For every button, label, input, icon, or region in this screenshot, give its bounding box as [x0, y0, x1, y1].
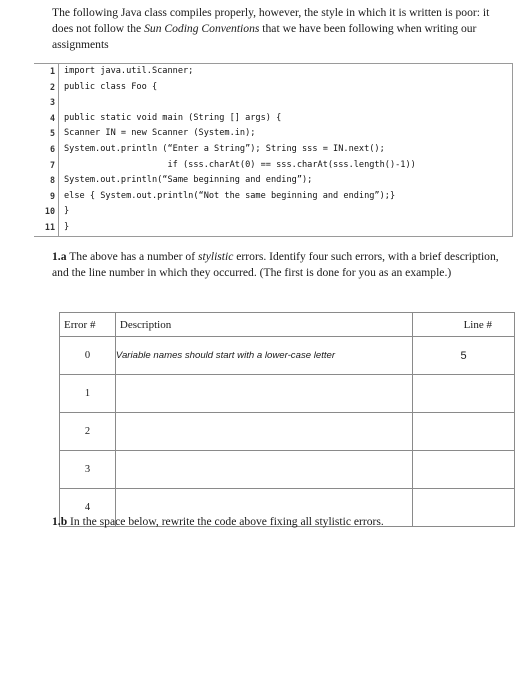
- code-text: Scanner IN = new Scanner (System.in);: [64, 128, 256, 139]
- line-number: 4: [34, 111, 59, 127]
- code-line: [34, 173, 512, 189]
- line-number: 6: [34, 142, 59, 158]
- code-line: [34, 204, 512, 220]
- question-1a-text-1: The above has a number of: [66, 250, 198, 263]
- line-number: 11: [34, 220, 59, 236]
- question-1b-label: 1.b: [52, 515, 68, 528]
- table-row: [60, 451, 515, 489]
- description-cell[interactable]: [115, 451, 412, 489]
- line-number-cell[interactable]: [413, 375, 515, 413]
- code-line: [34, 126, 512, 142]
- error-number-cell: 2: [60, 413, 116, 451]
- table-row: [60, 337, 515, 375]
- code-line: [34, 220, 512, 236]
- table-row: [60, 375, 515, 413]
- error-number-cell: 3: [60, 451, 116, 489]
- line-number-cell[interactable]: 5: [413, 337, 515, 375]
- question-1b-text: In the space below, rewrite the code above fixing all stylistic errors.: [67, 515, 384, 528]
- line-number: 10: [34, 204, 59, 220]
- line-number-cell[interactable]: [413, 413, 515, 451]
- code-line: [34, 142, 512, 158]
- question-1b: [52, 514, 512, 530]
- line-number: 9: [34, 189, 59, 205]
- line-number: 2: [34, 80, 59, 96]
- intro-paragraph: [52, 5, 512, 53]
- code-line: [34, 95, 512, 111]
- line-number: 3: [34, 95, 59, 111]
- intro-text-2: that we have been following when writing our assignments: [52, 22, 477, 51]
- code-text: public static void main (String [] args) {: [64, 112, 282, 123]
- line-number: 7: [34, 158, 59, 174]
- error-number-cell: 1: [60, 375, 116, 413]
- line-number: 1: [34, 64, 59, 80]
- question-1a-text-2: errors. Identify four such errors, with a brief description, and the line number in which they occurred. (The first is done for you as an example.): [52, 250, 499, 279]
- code-line: [34, 189, 512, 205]
- table-row: [60, 413, 515, 451]
- description-cell[interactable]: [115, 413, 412, 451]
- code-listing: [34, 63, 513, 237]
- code-text: }: [64, 221, 70, 232]
- code-text: public class Foo {: [64, 81, 158, 92]
- line-number-cell[interactable]: [413, 451, 515, 489]
- question-1a: [52, 249, 512, 281]
- code-text: System.out.println(“Same beginning and ending”);: [64, 175, 313, 186]
- code-line: [34, 80, 512, 96]
- question-1a-label: 1.a: [52, 250, 67, 263]
- line-number: 5: [34, 126, 59, 142]
- description-cell[interactable]: [115, 375, 412, 413]
- code-line: [34, 158, 512, 174]
- error-number-header: Error #: [60, 313, 116, 337]
- code-line: [34, 111, 512, 127]
- error-table-header-row: [60, 313, 515, 337]
- line-number-header: Line #: [413, 313, 515, 337]
- intro-emphasis: Sun Coding Conventions: [144, 22, 260, 35]
- error-table: [59, 312, 515, 527]
- line-number: 8: [34, 173, 59, 189]
- error-number-cell: 4: [60, 489, 116, 527]
- intro-text-1: The following Java class compiles properly, however, the style in which it is written is poor: it does not follow the: [52, 6, 490, 35]
- code-line: [34, 64, 512, 80]
- code-text: else { System.out.println(“Not the same beginning and ending”);}: [64, 190, 396, 201]
- description-header: Description: [115, 313, 412, 337]
- code-text: import java.util.Scanner;: [64, 66, 194, 76]
- code-text: if (sss.charAt(0) == sss.charAt(sss.length()-1)): [64, 159, 416, 170]
- code-text: System.out.println (“Enter a String”); String sss = IN.next();: [64, 143, 385, 154]
- error-number-cell: 0: [60, 337, 116, 375]
- description-cell[interactable]: Variable names should start with a lower-case letter: [115, 337, 412, 375]
- question-1a-emphasis: stylistic: [197, 250, 234, 263]
- code-text: }: [64, 206, 70, 217]
